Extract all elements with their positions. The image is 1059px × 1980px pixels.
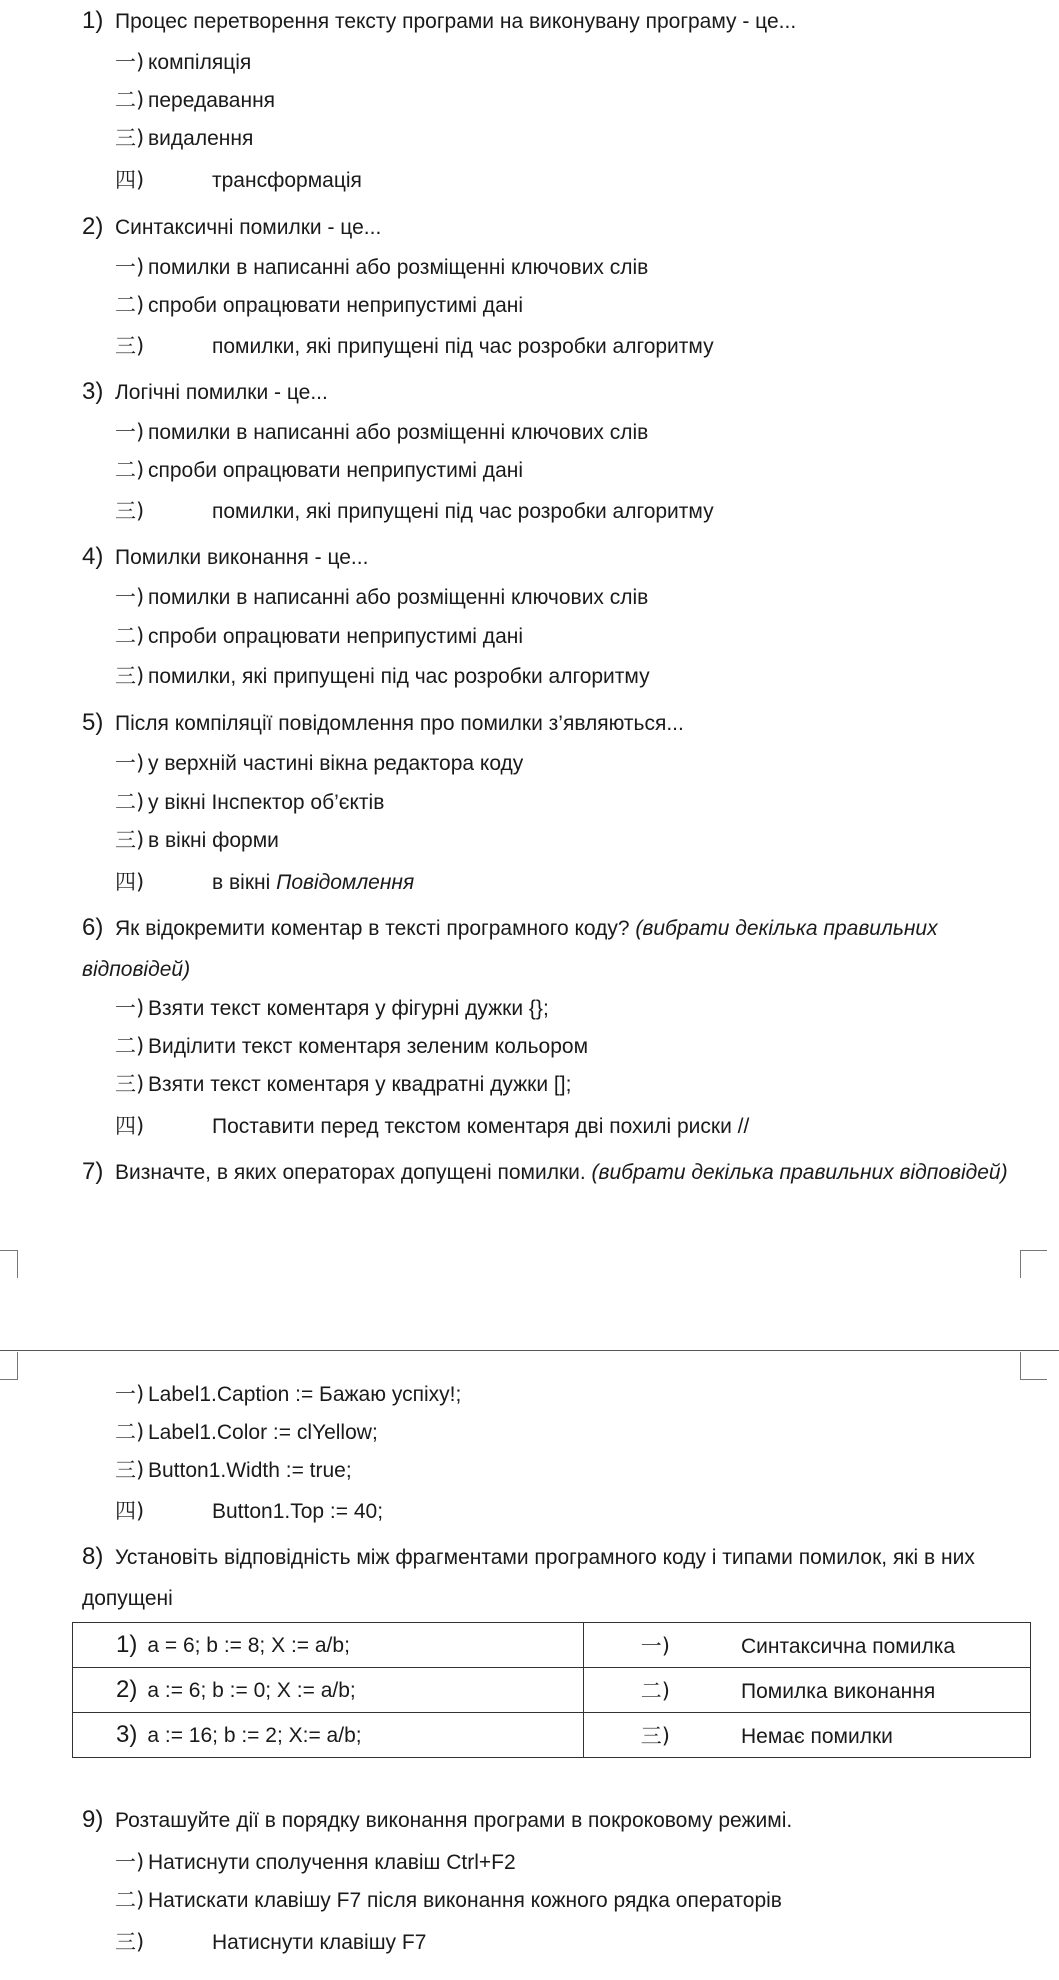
error-type: Помилка виконання — [741, 1680, 936, 1703]
option-text: компіляція — [148, 51, 252, 74]
option-text: Button1.Top := 40; — [212, 1500, 384, 1523]
option-text: Натискати клавішу F7 після виконання кожного рядка операторів — [148, 1889, 782, 1912]
option[interactable] — [115, 1886, 782, 1915]
option-text: Натиснути сполучення клавіш Ctrl+F2 — [148, 1851, 516, 1874]
option[interactable] — [115, 662, 650, 691]
option-text: в вікні форми — [148, 829, 279, 852]
option-text: в вікні — [212, 871, 277, 894]
error-type-cell[interactable] — [584, 1668, 1031, 1713]
question-2 — [82, 206, 1019, 248]
option-marker: 三) — [115, 1458, 145, 1482]
option-text: помилки, які припущені під час розробки алгоритму — [148, 665, 650, 688]
question-text: Помилки виконання - це... — [115, 546, 369, 569]
page-break-line — [0, 1350, 1059, 1351]
option-text: спроби опрацювати неприпустимі дані — [148, 294, 524, 317]
question-number: 7) — [82, 1158, 104, 1185]
option-text: помилки в написанні або розміщенні ключових слів — [148, 256, 649, 279]
option-text: помилки в написанні або розміщенні ключових слів — [148, 421, 649, 444]
option-marker: 四) — [115, 1499, 145, 1523]
option-text: трансформація — [212, 169, 362, 192]
page-corner-mark — [1020, 1250, 1047, 1278]
question-text: Розташуйте дії в порядку виконання програми в покроковому режимі. — [115, 1809, 793, 1832]
option-marker: 一) — [115, 50, 145, 74]
question-8 — [82, 1536, 1019, 1619]
question-text: Процес перетворення тексту програми на виконувану програму - це... — [115, 10, 797, 33]
option-marker: 二) — [115, 624, 145, 648]
option-marker: 一) — [640, 1634, 670, 1658]
table-row — [73, 1623, 1031, 1668]
option[interactable] — [115, 1456, 352, 1485]
error-type-cell[interactable] — [584, 1623, 1031, 1668]
option-marker: 三) — [115, 126, 145, 150]
question-number: 2) — [82, 213, 104, 240]
question-text: Визначте, в яких операторах допущені помилки. — [115, 1161, 586, 1184]
option-text: Виділити текст коментаря зеленим кольором — [148, 1035, 589, 1058]
option-text: Button1.Width := true; — [148, 1459, 352, 1482]
option-text: Label1.Caption := Бажаю успіху!; — [148, 1383, 462, 1406]
question-number: 3) — [82, 378, 104, 405]
row-number: 1) — [116, 1631, 138, 1658]
option[interactable] — [115, 1070, 571, 1099]
option-marker: 二) — [115, 1034, 145, 1058]
option[interactable] — [115, 1418, 378, 1447]
question-5 — [82, 702, 1019, 744]
question-note: (вибрати декілька правильних відповідей) — [82, 917, 938, 981]
option[interactable] — [115, 291, 523, 320]
option[interactable] — [115, 749, 523, 778]
option-text: Взяти текст коментаря у квадратні дужки []; — [148, 1073, 572, 1096]
option[interactable] — [115, 622, 523, 651]
option-marker: 二) — [115, 790, 145, 814]
option-marker: 一) — [115, 585, 145, 609]
option-marker: 二) — [115, 458, 145, 482]
option-marker: 三) — [115, 664, 145, 688]
option-text: у вікні Інспектор об’єктів — [148, 791, 385, 814]
question-text: Установіть відповідність між фрагментами програмного коду і типами помилок, які в них допущені — [82, 1546, 975, 1610]
option-marker: 四) — [115, 1114, 145, 1138]
option-marker: 二) — [115, 293, 145, 317]
option-marker: 三) — [115, 828, 145, 852]
option-text: спроби опрацювати неприпустимі дані — [148, 625, 524, 648]
code-cell — [73, 1623, 584, 1668]
option-text: спроби опрацювати неприпустимі дані — [148, 459, 524, 482]
option[interactable] — [115, 583, 648, 612]
option-marker: 四) — [115, 870, 145, 894]
option-text: у верхній частині вікна редактора коду — [148, 752, 524, 775]
option[interactable] — [115, 456, 523, 485]
option[interactable] — [115, 1928, 426, 1957]
option[interactable] — [115, 48, 251, 77]
question-number: 8) — [82, 1543, 104, 1570]
error-type: Немає помилки — [741, 1725, 893, 1748]
code-cell — [73, 1713, 584, 1758]
option[interactable] — [115, 1848, 516, 1877]
code-fragment: a := 6; b := 0; X := a/b; — [147, 1679, 356, 1702]
option[interactable] — [115, 124, 253, 153]
option[interactable] — [115, 1380, 461, 1409]
option-marker: 一) — [115, 751, 145, 775]
code-fragment: a := 16; b := 2; X:= a/b; — [147, 1724, 362, 1747]
option-marker: 四) — [115, 168, 145, 192]
error-type: Синтаксична помилка — [741, 1635, 956, 1658]
table-row — [73, 1713, 1031, 1758]
question-6 — [82, 907, 1019, 990]
option-text: Натиснути клавішу F7 — [212, 1931, 427, 1954]
option-text: Поставити перед текстом коментаря дві похилі риски // — [212, 1115, 750, 1138]
option[interactable] — [115, 868, 414, 897]
option-marker: 一) — [115, 1850, 145, 1874]
option-text: передавання — [148, 89, 276, 112]
question-3 — [82, 371, 1019, 413]
option-marker: 三) — [115, 334, 145, 358]
question-4 — [82, 536, 1019, 578]
question-7 — [82, 1151, 1019, 1193]
option-marker: 二) — [115, 1888, 145, 1912]
option-text: Label1.Color := clYellow; — [148, 1421, 378, 1444]
question-number: 9) — [82, 1806, 104, 1833]
page-corner-mark — [0, 1250, 18, 1278]
option-marker: 三) — [640, 1724, 670, 1748]
question-number: 4) — [82, 543, 104, 570]
option[interactable] — [115, 994, 549, 1023]
row-number: 2) — [116, 1676, 138, 1703]
row-number: 3) — [116, 1721, 138, 1748]
option[interactable] — [115, 1032, 588, 1061]
option-marker: 三) — [115, 1930, 145, 1954]
option-marker: 一) — [115, 255, 145, 279]
option-marker: 一) — [115, 420, 145, 444]
option[interactable] — [115, 497, 714, 526]
option-marker: 一) — [115, 1382, 145, 1406]
code-cell — [73, 1668, 584, 1713]
option-text: помилки, які припущені під час розробки алгоритму — [212, 500, 714, 523]
page-corner-mark — [1020, 1352, 1047, 1380]
option-marker: 三) — [115, 499, 145, 523]
option-marker: 二) — [115, 1420, 145, 1444]
option-text: помилки в написанні або розміщенні ключових слів — [148, 586, 649, 609]
option-marker: 三) — [115, 1072, 145, 1096]
error-type-cell[interactable] — [584, 1713, 1031, 1758]
option-text: видалення — [148, 127, 254, 150]
option[interactable] — [115, 418, 648, 447]
option-marker: 一) — [115, 996, 145, 1020]
option-text: Взяти текст коментаря у фігурні дужки {}; — [148, 997, 549, 1020]
option[interactable] — [115, 826, 279, 855]
option[interactable] — [115, 253, 648, 282]
option[interactable] — [115, 86, 275, 115]
option-text-italic: Повідомлення — [276, 871, 415, 894]
question-text: Після компіляції повідомлення про помилки з’являються... — [115, 712, 684, 735]
question-text: Як відокремити коментар в тексті програмного коду? — [115, 917, 630, 940]
question-number: 6) — [82, 914, 104, 941]
option[interactable] — [115, 1112, 749, 1141]
question-text: Синтаксичні помилки - це... — [115, 216, 382, 239]
question-text: Логічні помилки - це... — [115, 381, 328, 404]
question-9 — [82, 1799, 1019, 1841]
option[interactable] — [115, 166, 362, 195]
question-number: 1) — [82, 7, 104, 34]
option[interactable] — [115, 788, 384, 817]
option-text: помилки, які припущені під час розробки алгоритму — [212, 335, 714, 358]
option-marker: 二) — [115, 88, 145, 112]
option[interactable] — [115, 1497, 383, 1526]
question-note: (вибрати декілька правильних відповідей) — [591, 1161, 1008, 1184]
matching-table — [72, 1622, 1031, 1758]
option-marker: 二) — [640, 1679, 670, 1703]
option[interactable] — [115, 332, 714, 361]
question-1 — [82, 0, 1019, 42]
table-row — [73, 1668, 1031, 1713]
question-number: 5) — [82, 709, 104, 736]
page-corner-mark — [0, 1352, 18, 1380]
code-fragment: a = 6; b := 8; X := a/b; — [147, 1634, 350, 1657]
